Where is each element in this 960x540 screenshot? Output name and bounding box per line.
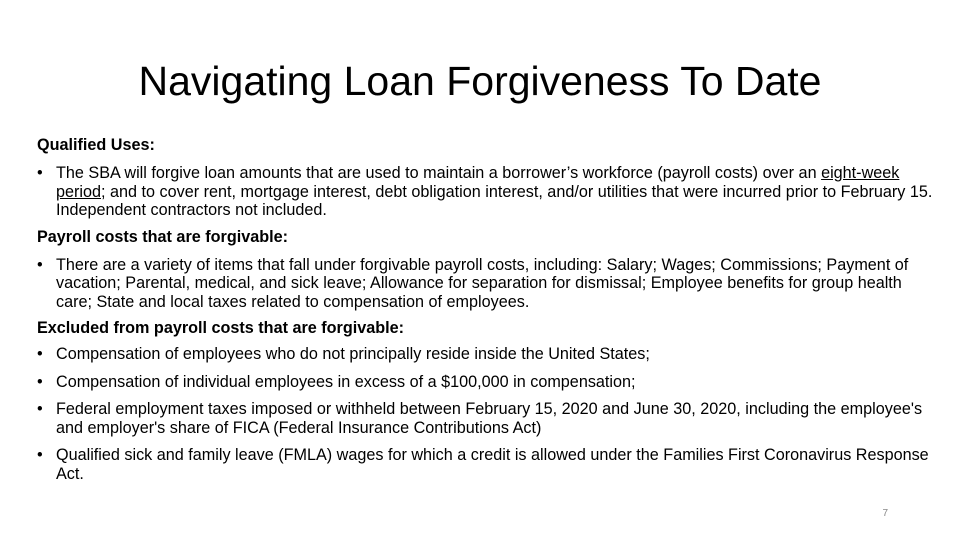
section-heading-excluded: Excluded from payroll costs that are forgivable: <box>37 319 405 337</box>
section-heading-payroll-costs: Payroll costs that are forgivable: <box>37 227 288 246</box>
list-item: • Compensation of individual employees in excess of a $100,000 in compensation; <box>37 373 937 392</box>
bullet-text: The SBA will forgive loan amounts that are used to maintain a borrower’s workforce (payroll costs) over an <box>56 164 822 182</box>
page-number: 7 <box>882 508 888 519</box>
qualified-uses-list <box>37 164 937 220</box>
list-item: • Qualified sick and family leave (FMLA) wages for which a credit is allowed under the Families First Coronavirus Response Act. <box>37 446 937 483</box>
payroll-costs-list <box>37 256 937 312</box>
slide-title: Navigating Loan Forgiveness To Date <box>138 58 822 104</box>
bullet-text: ; and to cover rent, mortgage interest, debt obligation interest, and/or utilities that were incurred prior to February 15. Independent contractors not included. <box>56 182 933 219</box>
section-heading-qualified-uses: Qualified Uses: <box>37 136 155 154</box>
list-item: • There are a variety of items that fall under forgivable payroll costs, including: Salary; Wages; Commissions; Payment of vacation; Parental, medical, and sick leave; Allowance for separation for dismissal; Employee benefits for group health care; State and local taxes related to compensation of employees. <box>37 256 937 312</box>
list-item <box>37 164 937 220</box>
list-item: • Federal employment taxes imposed or withheld between February 15, 2020 and June 30, 2020, including the employee's and employer's share of FICA (Federal Insurance Contributions Act) <box>37 400 937 437</box>
excluded-list <box>37 345 937 483</box>
list-item: • Compensation of employees who do not principally reside inside the United States; <box>37 345 937 364</box>
underlined-text: eight-week period <box>56 164 900 201</box>
slide-body <box>37 134 937 483</box>
